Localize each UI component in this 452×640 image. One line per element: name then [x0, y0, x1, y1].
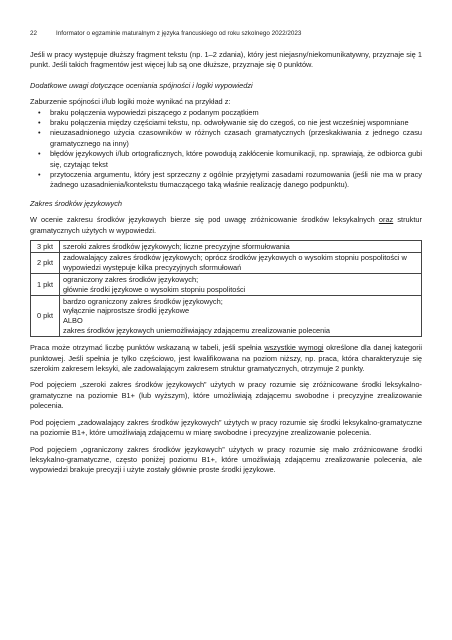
intro-paragraph: Jeśli w pracy występuje dłuższy fragment tekstu (np. 1–2 zdania), który jest niejasny/niekomunikatywny, przyznaje się 1 punkt. Jeśli takich fragmentów jest więcej lub są one dłuższe, przyznaje się 0 punktów.: [30, 50, 422, 70]
scoring-table: [30, 240, 422, 337]
coherence-list: [30, 108, 422, 191]
page-content: [30, 50, 422, 476]
coherence-heading: Dodatkowe uwagi dotyczące oceniania spójności i logiki wypowiedzi: [30, 80, 253, 90]
table-row: [31, 274, 422, 296]
table-row: [31, 241, 422, 253]
paragraph-wide-range: Pod pojęciem „szeroki zakres środków językowych” użytych w pracy rozumie się zróżnicowane środki leksykalno-gramatyczne na poziomie B1+ (lub wyższym), które umożliwiają zdającemu swobodne i precyzyjne zrealizowanie polecenia.: [30, 380, 422, 411]
list-item: • nieuzasadnionego użycia czasowników w różnych czasach gramatycznych (przeskakiwania z jednego czasu gramatycznego na inny): [50, 128, 422, 149]
table-row: [31, 296, 422, 337]
underlined-word: oraz: [378, 215, 394, 225]
description-cell: zadowalający zakres środków językowych; oprócz środków językowych o wysokim stopniu pospolitości w wypowiedzi występuje kilka precyzyjnych sformułowań: [60, 252, 422, 274]
paragraph-limited-range: Pod pojęciem „ograniczony zakres środków językowych” użytych w pracy rozumie się mało zróżnicowane środki leksykalno-gramatyczne, często poniżej poziomu B1+, które umożliwiają zdającemu zrealizowanie polecenia, ale wypowiedzi brakuje precyzji i użyte zostały głównie proste środki językowe.: [30, 444, 422, 475]
paragraph-satisfactory-range: Pod pojęciem „zadowalający zakres środków językowych” użytych w pracy rozumie się środki leksykalno-gramatyczne na poziomie B1+, które umożliwiają zdającemu w miarę swobodne i precyzyjne zrealizowanie polecenia.: [30, 417, 422, 438]
header-title: Informator o egzaminie maturalnym z języka francuskiego od roku szkolnego 2022/2023: [56, 30, 302, 37]
list-item: • błędów językowych i/lub ortograficznych, które powodują zakłócenie komunikacji, np. sprawiają, że odbiorca gubi się, czytając tekst: [50, 149, 422, 170]
points-cell: 1 pkt: [31, 274, 60, 296]
list-item: • przytoczenia argumentu, który jest sprzeczny z ogólnie przyjętymi zasadami rozumowania (jeśli nie ma w pracy żadnego uzasadnienia/kontekstu tłumaczącego taką właśnie realizację danego podpunktu).: [50, 170, 422, 191]
table-row: [31, 252, 422, 274]
page-number: 22: [30, 30, 38, 37]
list-item: • braku połączenia wypowiedzi piszącego z podanym początkiem: [50, 108, 422, 118]
page-header: [30, 30, 422, 37]
description-cell: bardzo ograniczony zakres środków językowych; wyłącznie najprostsze środki językowe ALBO zakres środków językowych uniemożliwiający zdającemu zrealizowanie polecenia: [60, 296, 422, 337]
points-cell: 0 pkt: [31, 296, 60, 337]
coherence-lead: Zaburzenie spójności i/lub logiki może wynikać na przykład z:: [30, 97, 231, 107]
underlined-phrase: wszystkie wymogi: [264, 343, 324, 353]
list-item: • braku połączenia między częściami tekstu, np. odwoływanie się do czegoś, co nie jest wcześniej wspomniane: [50, 118, 422, 128]
paragraph-requirements: Praca może otrzymać liczbę punktów wskazaną w tabeli, jeśli spełnia wszystkie wymogi określone dla danej kategorii punktowej. Jeśli spełnia je tylko częściowo, jest kwalifikowana na poziom niższy, np. praca, która charakteryzuje się szerokim zakresem leksyki, ale zadowalającym zakresem struktur gramatycznych, otrzymuje 2 punkty.: [30, 343, 423, 374]
points-cell: 2 pkt: [31, 252, 60, 274]
description-cell: ograniczony zakres środków językowych; głównie środki językowe o wysokim stopniu pospolitości: [60, 274, 422, 296]
points-cell: 3 pkt: [31, 241, 60, 253]
range-lead: W ocenie zakresu środków językowych bierze się pod uwagę zróżnicowanie środków leksykalnych oraz struktur gramatycznych użytych w wypowiedzi.: [30, 215, 422, 235]
range-heading: Zakres środków językowych: [30, 198, 123, 208]
description-cell: szeroki zakres środków językowych; liczne precyzyjne sformułowania: [60, 241, 422, 253]
